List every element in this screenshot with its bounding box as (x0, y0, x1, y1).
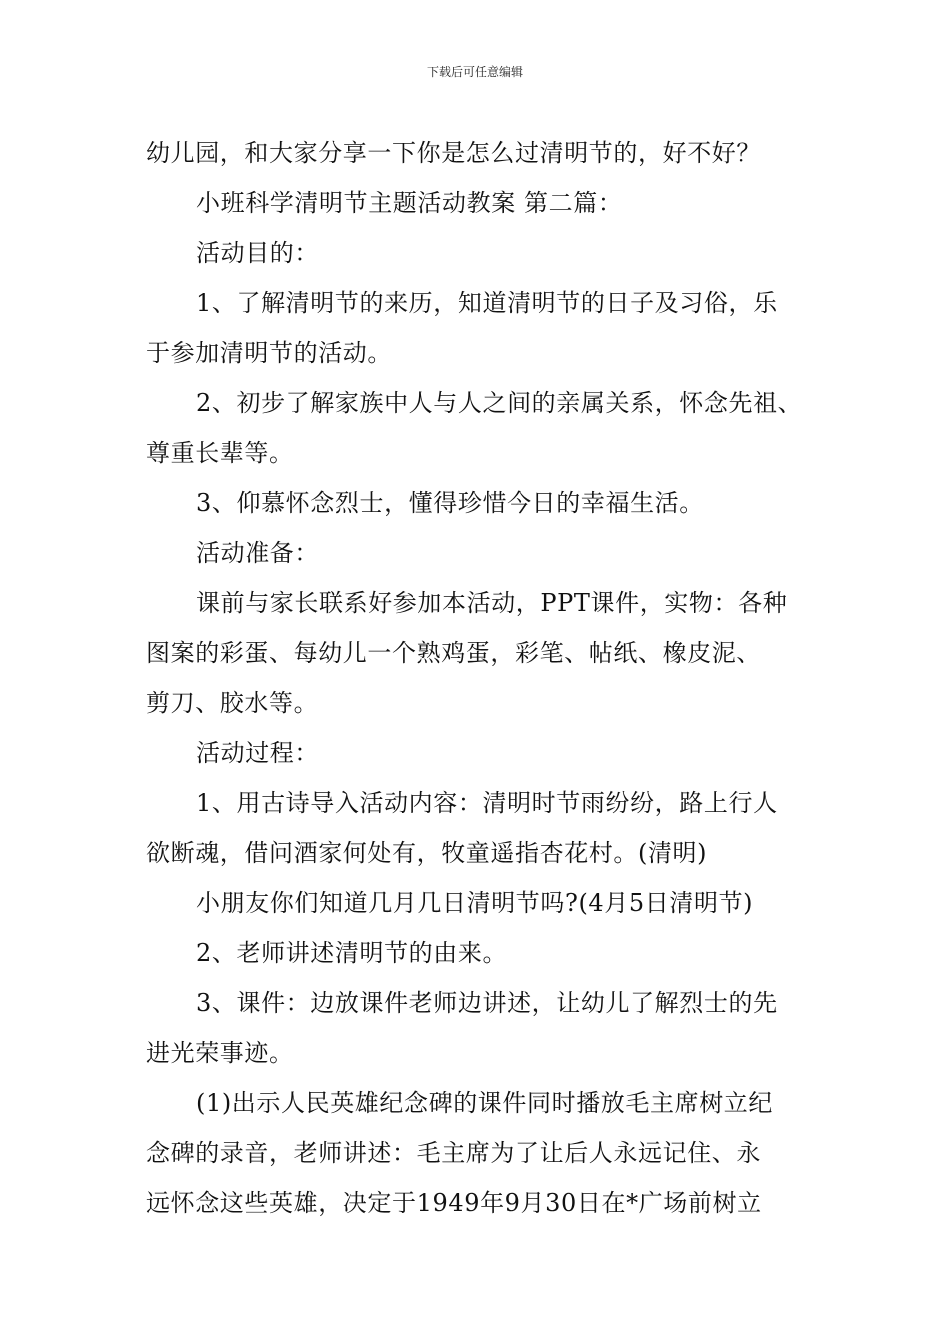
text-line: 图案的彩蛋、每幼儿一个熟鸡蛋，彩笔、帖纸、橡皮泥、 (146, 639, 761, 667)
text-line: 剪刀、胶水等。 (146, 689, 319, 717)
text-line: 于参加清明节的活动。 (146, 339, 392, 367)
text-line: 课前与家长联系好参加本活动，PPT课件，实物：各种 (196, 589, 788, 617)
text-line: 尊重长辈等。 (146, 439, 294, 467)
text-line: (1)出示人民英雄纪念碑的课件同时播放毛主席树立纪 (196, 1089, 773, 1117)
document-body (146, 128, 810, 1228)
text-line: 念碑的录音，老师讲述：毛主席为了让后人永远记住、永 (146, 1139, 761, 1167)
text-line: 幼儿园，和大家分享一下你是怎么过清明节的，好不好？ (146, 139, 761, 167)
page-header: 下载后可任意编辑 (426, 65, 523, 79)
text-line: 1、了解清明节的来历，知道清明节的日子及习俗，乐 (196, 289, 778, 317)
text-line: 3、课件：边放课件老师边讲述，让幼儿了解烈士的先 (196, 989, 778, 1017)
text-line: 活动过程： (196, 739, 319, 767)
text-line: 进光荣事迹。 (146, 1039, 294, 1067)
text-line: 欲断魂，借问酒家何处有，牧童遥指杏花村。(清明) (146, 839, 708, 867)
text-line: 小朋友你们知道几月几日清明节吗?(4月5日清明节) (196, 889, 754, 917)
text-line: 活动目的： (196, 239, 319, 267)
text-line: 小班科学清明节主题活动教案 第二篇： (196, 189, 623, 217)
text-line: 活动准备： (196, 539, 319, 567)
text-line: 1、用古诗导入活动内容：清明时节雨纷纷，路上行人 (196, 789, 778, 817)
text-line: 2、老师讲述清明节的由来。 (196, 939, 508, 967)
text-line: 3、仰慕怀念烈士，懂得珍惜今日的幸福生活。 (196, 489, 704, 517)
text-line: 2、初步了解家族中人与人之间的亲属关系，怀念先祖、 (196, 389, 803, 417)
text-line: 远怀念这些英雄，决定于1949年9月30日在*广场前树立 (146, 1189, 762, 1217)
